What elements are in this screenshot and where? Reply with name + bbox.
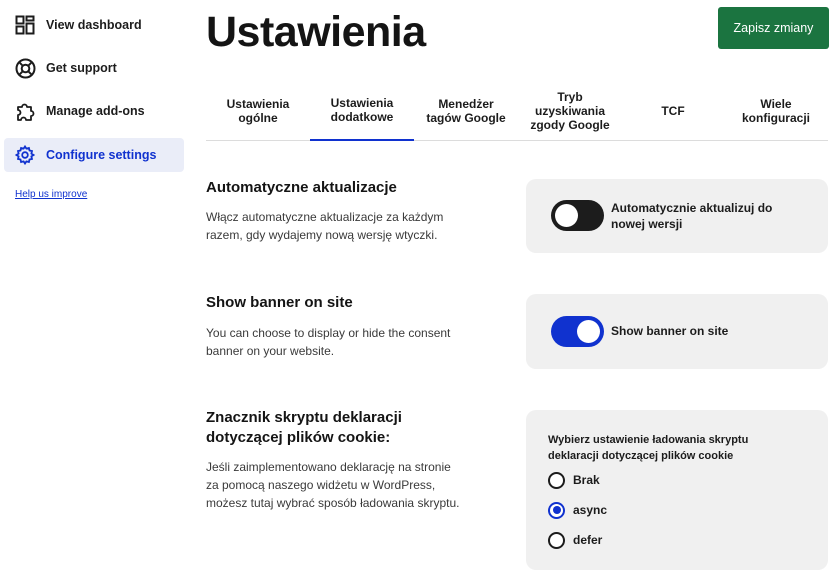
show-banner-title: Show banner on site xyxy=(206,294,353,311)
toggle-label-line: nowej wersji xyxy=(611,217,683,231)
gear-icon xyxy=(14,144,36,166)
tab-google-tag-manager[interactable] xyxy=(414,80,518,141)
tab-label-line: ogólne xyxy=(238,110,278,125)
auto-updates-card xyxy=(526,179,828,253)
script-tag-title xyxy=(206,408,402,448)
tab-multiple-configurations[interactable] xyxy=(724,80,828,141)
title-line: dotyczącej plików cookie: xyxy=(206,429,391,446)
sidebar-item-view-dashboard[interactable] xyxy=(4,8,184,42)
sidebar-item-manage-add-ons[interactable] xyxy=(4,94,184,128)
tab-label-line: Tryb xyxy=(557,89,583,104)
toggle-knob xyxy=(555,204,578,227)
show-banner-description xyxy=(206,324,496,360)
toggle-knob xyxy=(577,320,600,343)
radio-option-async[interactable] xyxy=(548,501,607,519)
sidebar xyxy=(0,0,192,587)
script-tag-description xyxy=(206,458,496,512)
support-lifebuoy-icon xyxy=(14,57,36,79)
auto-updates-title: Automatyczne aktualizacje xyxy=(206,179,397,196)
radio-label: async xyxy=(573,503,608,517)
sidebar-item-configure-settings[interactable] xyxy=(4,138,184,172)
tab-label-line: uzyskiwania xyxy=(534,103,606,118)
tab-label-line: Ustawienia xyxy=(226,96,290,111)
tab-tcf[interactable] xyxy=(622,80,724,141)
radio-button[interactable] xyxy=(548,502,565,519)
toggle-label-line: Automatycznie aktualizuj do xyxy=(611,201,773,215)
show-banner-toggle[interactable] xyxy=(551,316,604,347)
sidebar-item-label: Get support xyxy=(46,61,117,75)
tab-label-line: dodatkowe xyxy=(330,109,394,124)
radio-option-defer[interactable] xyxy=(548,531,602,549)
save-changes-button[interactable]: Zapisz zmiany xyxy=(718,7,829,49)
tab-label-line: Wiele xyxy=(760,96,792,111)
tab-label-line: zgody Google xyxy=(530,117,610,132)
heading-line: Wybierz ustawienie ładowania skryptu xyxy=(548,434,749,446)
show-banner-card xyxy=(526,294,828,369)
description-line: banner on your website. xyxy=(206,344,335,358)
description-line: razem, gdy wydajemy nową wersję wtyczki. xyxy=(206,228,438,242)
description-line: You can choose to display or hide the consent xyxy=(206,326,451,340)
radio-label: defer xyxy=(573,533,603,547)
help-us-improve-link[interactable]: Help us improve xyxy=(15,189,88,200)
tab-google-consent-mode[interactable] xyxy=(518,80,622,141)
tab-label-line: Menedżer xyxy=(438,96,494,111)
sidebar-item-label: View dashboard xyxy=(46,18,142,32)
tab-label-line: tagów Google xyxy=(426,110,506,125)
sidebar-item-get-support[interactable] xyxy=(4,51,184,85)
sidebar-item-label: Configure settings xyxy=(46,148,157,162)
auto-update-toggle-label xyxy=(611,200,772,232)
description-line: Włącz automatyczne aktualizacje za każdym xyxy=(206,210,444,224)
description-line: możesz tutaj wybrać sposób ładowania skryptu. xyxy=(206,496,460,510)
script-loading-card xyxy=(526,410,828,570)
title-line: Znacznik skryptu deklaracji xyxy=(206,409,402,426)
tab-label-line: Ustawienia xyxy=(330,95,394,110)
heading-line: deklaracji dotyczącej plików cookie xyxy=(548,450,734,462)
description-line: za pomocą naszego widżetu w WordPress, xyxy=(206,478,436,492)
description-line: Jeśli zaimplementowano deklarację na stronie xyxy=(206,460,451,474)
tab-label-line: konfiguracji xyxy=(741,110,810,125)
tab-general-settings[interactable] xyxy=(206,80,310,141)
tab-label-line: TCF xyxy=(661,103,685,118)
dashboard-icon xyxy=(14,14,36,36)
auto-update-toggle[interactable] xyxy=(551,200,604,231)
radio-option-brak[interactable] xyxy=(548,471,600,489)
radio-button[interactable] xyxy=(548,532,565,549)
auto-updates-description xyxy=(206,208,496,244)
radio-label: Brak xyxy=(573,473,600,487)
show-banner-toggle-label: Show banner on site xyxy=(611,324,729,338)
page-title: Ustawienia xyxy=(206,8,426,56)
radio-button[interactable] xyxy=(548,472,565,489)
sidebar-item-label: Manage add-ons xyxy=(46,104,145,118)
script-loading-heading xyxy=(548,432,818,464)
settings-tabs xyxy=(206,80,828,141)
puzzle-icon xyxy=(14,100,36,122)
tab-additional-settings[interactable] xyxy=(310,80,414,141)
